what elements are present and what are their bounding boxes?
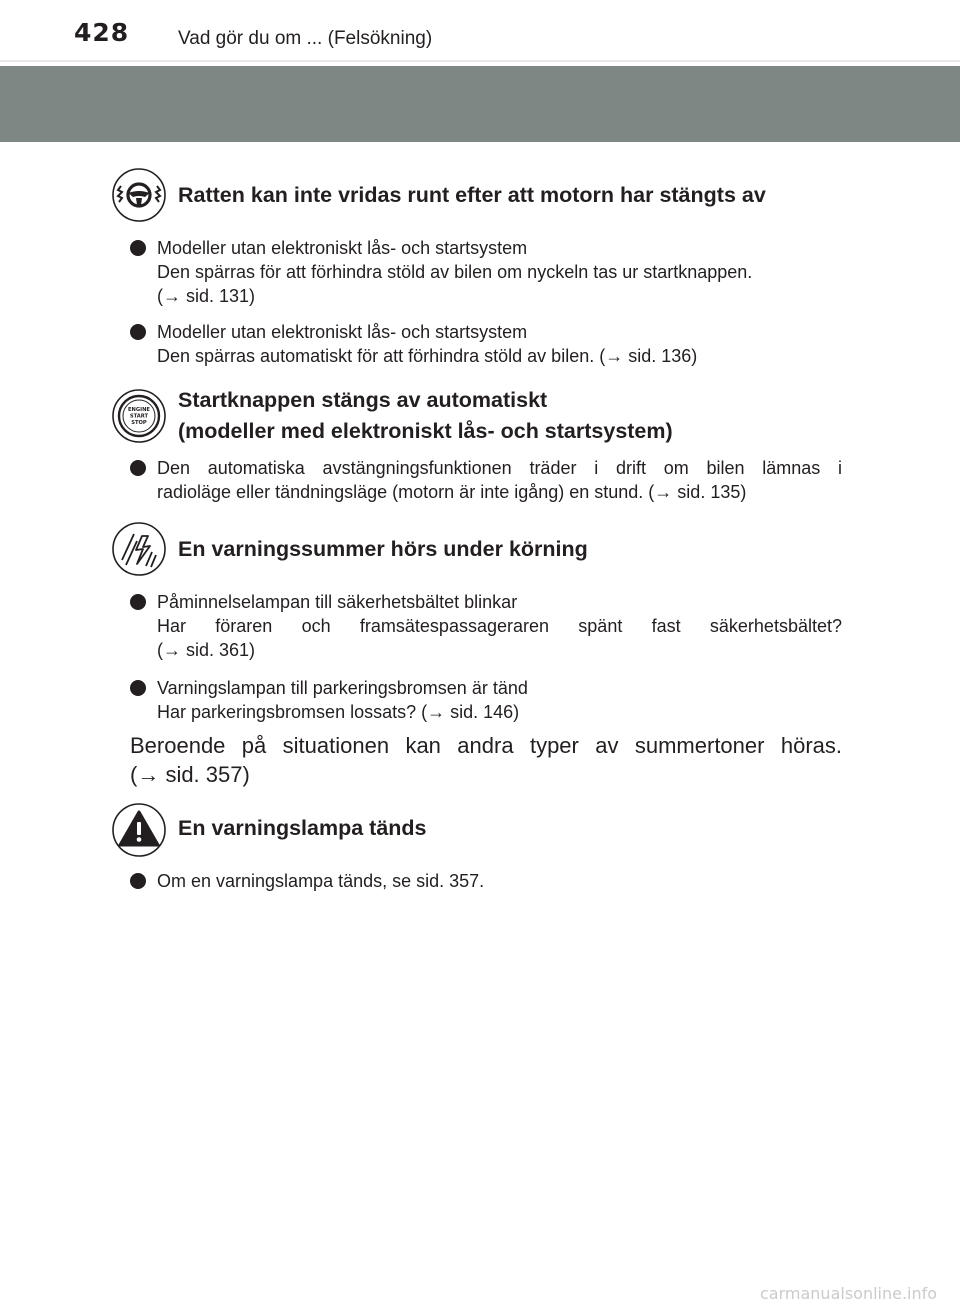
- list-item: [130, 590, 842, 662]
- bullet-line: Den spärras automatiskt för att förhindra stöld av bilen. (→ sid. 136): [157, 346, 698, 366]
- section-title-line: Ratten kan inte vridas runt efter att motorn har stängts av: [178, 183, 766, 207]
- section-title-buzzer: [178, 534, 588, 565]
- header-title: Vad gör du om ... (Felsökning): [178, 28, 433, 49]
- section-title-line: Startknappen stängs av automatiskt: [178, 388, 548, 412]
- bullet-dot: [130, 324, 146, 340]
- bullet-dot: [130, 873, 146, 889]
- body-paragraph: [130, 731, 842, 789]
- bullet-dot: [130, 460, 146, 476]
- steering-wheel-lock-icon: [112, 168, 166, 222]
- warning-triangle-icon: [112, 803, 166, 857]
- bullet-heading: Modeller utan elektroniskt lås- och startsystem: [157, 238, 528, 258]
- bullet-line: (→ sid. 131): [157, 286, 256, 306]
- page-number: 428: [74, 18, 130, 47]
- warning-buzzer-icon: [112, 522, 166, 576]
- list-item: [130, 320, 842, 368]
- list-item: [130, 456, 842, 504]
- section-title-start-button: [178, 385, 673, 447]
- icon-text-engine: ENGINE: [128, 407, 150, 413]
- section-title-line: (modeller med elektroniskt lås- och startsystem): [178, 419, 673, 443]
- section-title-line: En varningssummer hörs under körning: [178, 537, 588, 561]
- icon-text-start: START: [129, 413, 149, 420]
- list-item: [130, 236, 842, 308]
- bullet-dot: [130, 240, 146, 256]
- bullet-line: Om en varningslampa tänds, se sid. 357.: [157, 871, 485, 891]
- watermark-logo: carmanualsonline.info: [760, 1284, 938, 1303]
- engine-start-stop-button-icon: [112, 389, 166, 443]
- header-rule: [0, 60, 960, 62]
- bullet-line: radioläge eller tändningsläge (motorn är inte igång) en stund. (→ sid. 135): [157, 482, 747, 502]
- page-header: [0, 0, 960, 62]
- bullet-heading: Påminnelselampan till säkerhetsbältet blinkar: [157, 592, 518, 612]
- bullet-line: Den spärras för att förhindra stöld av bilen om nyckeln tas ur startknappen.: [157, 262, 753, 282]
- section-title-line: En varningslampa tänds: [178, 816, 427, 840]
- bullet-dot: [130, 680, 146, 696]
- bullet-heading: Modeller utan elektroniskt lås- och startsystem: [157, 322, 528, 342]
- bullet-line: Den automatiska avstängningsfunktionen träder i drift om bilen lämnas i: [157, 458, 842, 478]
- bullet-line: Har föraren och framsätespassageraren spänt fast säkerhetsbältet?: [157, 616, 842, 636]
- bullet-line: (→ sid. 361): [157, 640, 256, 660]
- chapter-banner: [0, 66, 960, 142]
- bullet-heading: Varningslampan till parkeringsbromsen är tänd: [157, 678, 528, 698]
- paragraph-line: (→ sid. 357): [130, 762, 250, 787]
- bullet-dot: [130, 594, 146, 610]
- bullet-line: Har parkeringsbromsen lossats? (→ sid. 146): [157, 702, 520, 722]
- list-item: [130, 676, 842, 724]
- section-title-steering: [178, 180, 766, 211]
- list-item: [130, 869, 842, 893]
- paragraph-line: Beroende på situationen kan andra typer av summertoner höras.: [130, 733, 842, 758]
- section-title-warning-lamp: [178, 813, 427, 844]
- icon-text-stop: STOP: [131, 420, 147, 426]
